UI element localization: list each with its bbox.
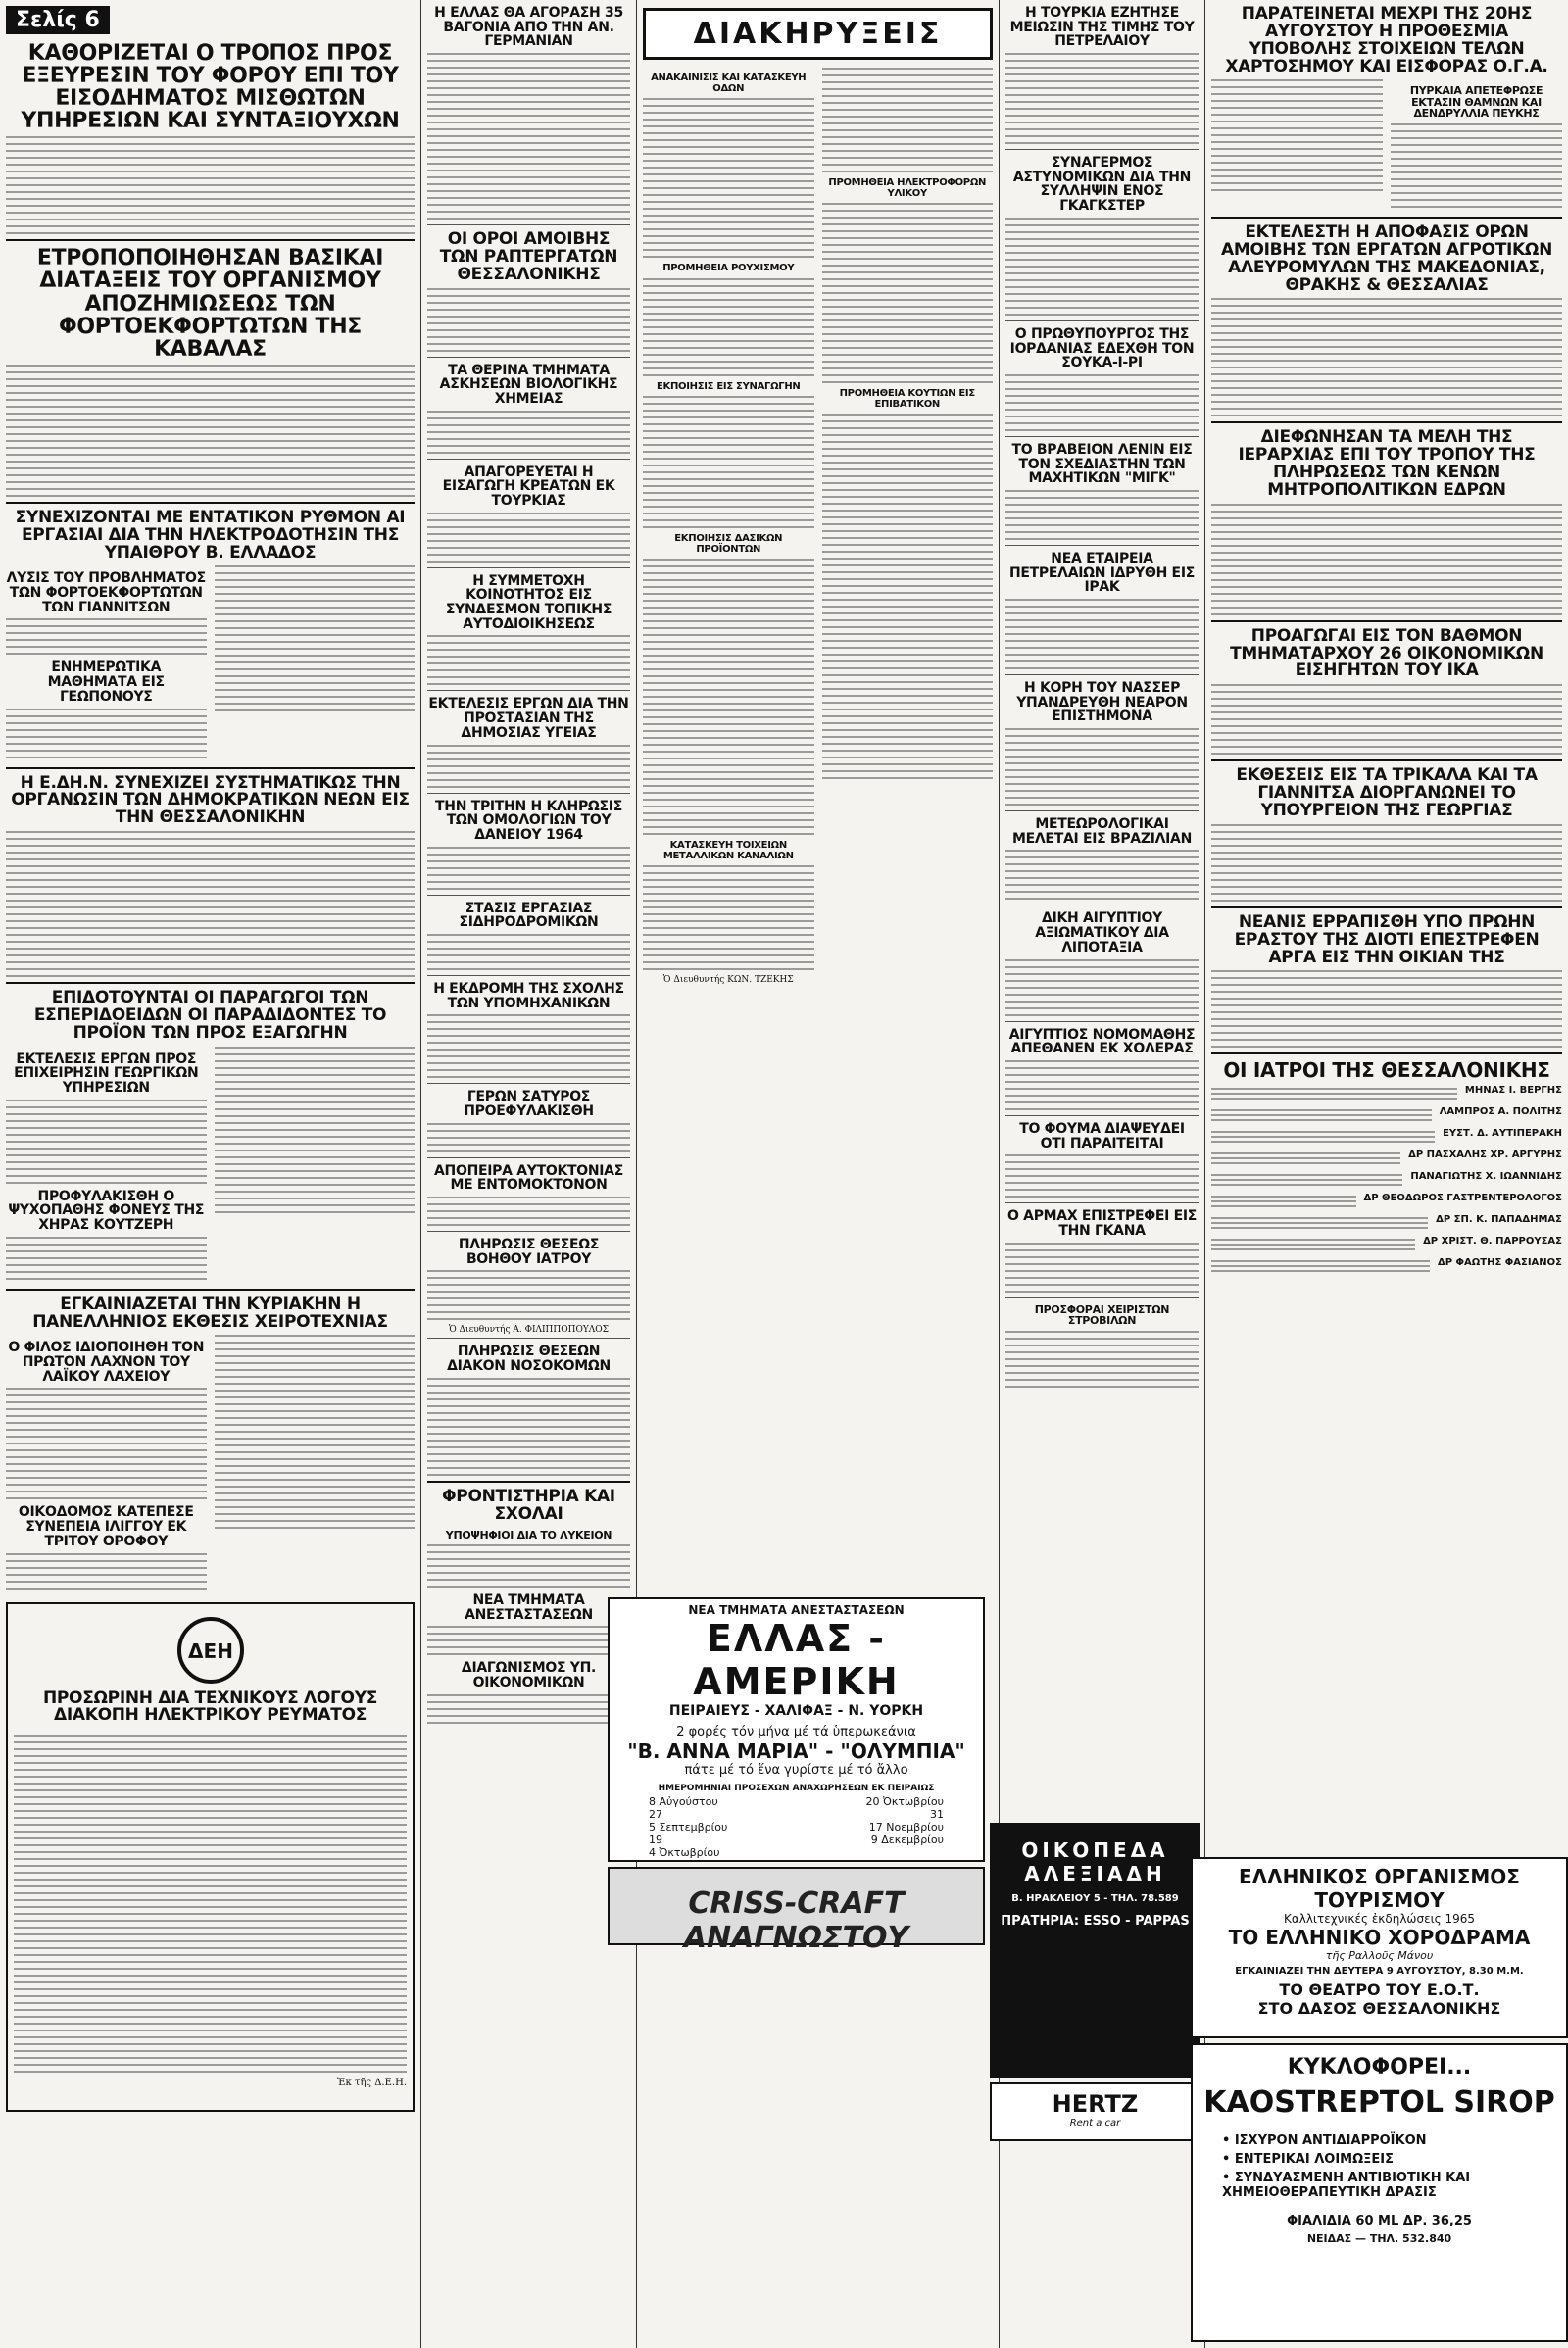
doctor-text-lines: [1211, 1150, 1400, 1167]
doctor-entry: [1211, 1085, 1562, 1102]
notice-title: ΕΚΠΟΙΗΣΙΣ ΔΑΣΙΚΩΝ ΠΡΟΪΟΝΤΩΝ: [674, 533, 783, 555]
headline-builder-fell: ΟΙΚΟΔΟΜΟΣ ΚΑΤΕΠΕΣΕ ΣΥΝΕΠΕΙΑ ΙΛΙΓΓΟΥ ΕΚ ΤΡΙΤΟΥ ΟΡΟΦΟΥ: [18, 1504, 194, 1549]
eot-place1: ΤΟ ΘΕΑΤΡΟ ΤΟΥ Ε.Ο.Τ.: [1279, 1981, 1480, 1999]
doctor-text-lines: [1211, 1128, 1435, 1146]
doctor-name: ΔΡ ΠΑΣΧΑΛΗΣ ΧΡ. ΑΡΓΥΡΗΣ: [1408, 1150, 1562, 1161]
ad-date: 8 Αὐγούστου: [649, 1795, 718, 1808]
headline-mill-workers: ΕΚΤΕΛΕΣΤΗ Η ΑΠΟΦΑΣΙΣ ΟΡΩΝ ΑΜΟΙΒΗΣ ΤΩΝ ΕΡΓΑΤΩΝ ΑΓΡΟΤΙΚΩΝ ΑΛΕΥΡΟΜΥΛΩΝ ΤΗΣ ΜΑΚΕΔΟΝΙΑΣ, ΘΡΑΚΗΣ & ΘΕΣΣΑΛΙΑΣ: [1221, 222, 1552, 295]
headline-fouma: ΤΟ ΦΟΥΜΑ ΔΙΑΨΕΥΔΕΙ ΟΤΙ ΠΑΡΑΙΤΕΙΤΑΙ: [1019, 1120, 1185, 1151]
eot-line: ΕΓΚΑΙΝΙΑΖΕΙ ΤΗΝ ΔΕΥΤΕΡΑ 9 ΑΥΓΟΥΣΤΟΥ, 8.30 Μ.Μ.: [1235, 1966, 1524, 1977]
ad-label-top: ΝΕΑ ΤΜΗΜΑΤΑ ΑΝΕΣΤΑΣΤΑΣΕΩΝ: [688, 1603, 905, 1617]
headline-egypt-officer: ΔΙΚΗ ΑΙΓΥΠΤΙΟΥ ΑΞΙΩΜΑΤΙΚΟΥ ΔΙΑ ΛΙΠΟΤΑΞΙΑ: [1035, 910, 1169, 955]
page-number-badge: Σελίς 6: [6, 6, 110, 34]
doctor-name: ΔΡ ΘΕΟΔΩΡΟΣ ΓΑΣΤΡΕΝΤΕΡΟΛΟΓΟΣ: [1363, 1193, 1562, 1204]
notice-title: ΚΑΤΑΣΚΕΥΗ ΤΟΙΧΕΙΩΝ ΜΕΤΑΛΛΙΚΩΝ ΚΑΝΑΛΙΩΝ: [662, 840, 794, 861]
hertz-sub: Rent a car: [1069, 2118, 1121, 2128]
headline-kavala-porters: ΕΤΡΟΠΟΠΟΙΗΘΗΣΑΝ ΒΑΣΙΚΑΙ ΔΙΑΤΑΞΕΙΣ ΤΟΥ ΟΡΓΑΝΙΣΜΟΥ ΑΠΟΖΗΜΙΩΣΕΩΣ ΤΩΝ ΦΟΡΤΟΕΚΦΟΡΤΩΤΩΝ ΤΗΣ ΚΑΒΑΛΑΣ: [36, 246, 384, 362]
column-2: [421, 0, 637, 2348]
doctor-name: ΔΡ ΧΡΙΣΤ. Θ. ΠΑΡΡΟΥΣΑΣ: [1423, 1236, 1562, 1247]
ad-date: 27: [649, 1808, 662, 1821]
headline-ika-promotions: ΠΡΟΑΓΩΓΑΙ ΕΙΣ ΤΟΝ ΒΑΘΜΟΝ ΤΜΗΜΑΤΑΡΧΟΥ 26 ΟΙΚΟΝΟΜΙΚΩΝ ΕΙΣΗΓΗΤΩΝ ΤΟΥ ΙΚΑ: [1230, 625, 1544, 681]
eot-place2: ΣΤΟ ΔΑΣΟΣ ΘΕΣΣΑΛΟΝΙΚΗΣ: [1257, 1999, 1501, 2018]
hertz-title: HERTZ: [1052, 2090, 1139, 2118]
ad-date: 19: [649, 1834, 662, 1846]
headline-iraq-oil: ΝΕΑ ΕΤΑΙΡΕΙΑ ΠΕΤΡΕΛΑΙΩΝ ΙΔΡΥΘΗ ΕΙΣ ΙΡΑΚ: [1009, 550, 1195, 596]
headline-cholera: ΑΙΓΥΠΤΙΟΣ ΝΟΜΟΜΑΘΗΣ ΑΠΕΘΑΝΕΝ ΕΚ ΧΟΛΕΡΑΣ: [1008, 1026, 1196, 1057]
doctor-name: ΔΡ ΦΑΩΤΗΣ ΦΑΣΙΑΝΟΣ: [1437, 1257, 1562, 1269]
signature: Ὁ Διευθυντής Α. ΦΙΛΙΠΠΟΠΟΥΛΟΣ: [448, 1325, 610, 1336]
ad-date: 5 Σεπτεμβρίου: [649, 1821, 728, 1834]
doctor-text-lines: [1211, 1171, 1402, 1189]
headline-hierarchy: ΔΙΕΦΩΝΗΣΑΝ ΤΑ ΜΕΛΗ ΤΗΣ ΙΕΡΑΡΧΙΑΣ ΕΠΙ ΤΟΥ ΤΡΟΠΟΥ ΤΗΣ ΠΛΗΡΩΣΕΩΣ ΤΩΝ ΚΕΝΩΝ ΜΗΤΡΟΠΟΛΙΤΙΚΩΝ ΕΔΡΩΝ: [1238, 427, 1536, 500]
ad-date: 31: [930, 1808, 944, 1821]
eot-title: ΕΛΛΗΝΙΚΟΣ ΟΡΓΑΝΙΣΜΟΣ ΤΟΥΡΙΣΜΟΥ: [1239, 1865, 1520, 1912]
column-1: [0, 0, 421, 2348]
doctor-text-lines: [1211, 1085, 1457, 1102]
ad-date-row: [649, 1846, 944, 1859]
ad-dates-title: ΗΜΕΡΟΜΗΝΙΑΙ ΠΡΟΣΕΧΩΝ ΑΝΑΧΩΡΗΣΕΩΝ ΕΚ ΠΕΙΡΑΙΩΣ: [658, 1784, 935, 1793]
headline-meat-ban: ΑΠΑΓΟΡΕΥΕΤΑΙ Η ΕΙΣΑΓΩΓΗ ΚΡΕΑΤΩΝ ΕΚ ΤΟΥΡΚΙΑΣ: [442, 464, 615, 510]
ad-date: 9 Δεκεμβρίου: [870, 1834, 944, 1846]
svg-text:ΔΕΗ: ΔΕΗ: [187, 1639, 233, 1663]
notice-title: ΠΡΟΜΗΘΕΙΑ ΚΟΥΤΙΩΝ ΕΙΣ ΕΠΙΒΑΤΙΚΟΝ: [839, 388, 975, 410]
headline-gangster: ΣΥΝΑΓΕΡΜΟΣ ΑΣΤΥΝΟΜΙΚΩΝ ΔΙΑ ΤΗΝ ΣΥΛΛΗΨΙΝ ΕΝΟΣ ΓΚΑΓΚΣΤΕΡ: [1012, 155, 1192, 215]
kaostreptol-item: • ΣΥΝΔΥΑΣΜΕΝΗ ΑΝΤΙΒΙΟΤΙΚΗ ΚΑΙ ΧΗΜΕΙΟΘΕΡΑΠΕΥΤΙΚΗ ΔΡΑΣΙΣ: [1222, 2171, 1471, 2200]
headline-tutoring: ΦΡΟΝΤΙΣΤΗΡΙΑ ΚΑΙ ΣΧΟΛΑΙ: [442, 1486, 615, 1524]
dei-notice-ad: [6, 1602, 415, 2112]
hertz-ad: [990, 2082, 1200, 2141]
headline-tailors: ΟΙ ΟΡΟΙ ΑΜΟΙΒΗΣ ΤΩΝ ΡΑΠΤΕΡΓΑΤΩΝ ΘΕΣΣΑΛΟΝΙΚΗΣ: [439, 229, 618, 284]
ad-date-row: [649, 1834, 944, 1846]
oikopeda-esso: ΠΡΑΤΗΡΙΑ: ESSO - PAPPAS: [1001, 1914, 1190, 1929]
ad-date-row: [649, 1808, 944, 1821]
column-3: [637, 0, 1000, 2348]
kaostreptol-price: ΦΙΑΛΙΔΙΑ 60 ML ΔΡ. 36,25: [1287, 2214, 1472, 2228]
kaostreptol-item: • ΙΣΧΥΡΟΝ ΑΝΤΙΔΙΑΡΡΟΪΚΟΝ: [1222, 2133, 1427, 2148]
ad-date: 20 Ὀκτωβρίου: [865, 1795, 944, 1808]
kaostreptol-item: • ΕΝΤΕΡΙΚΑΙ ΛΟΙΜΩΞΕΙΣ: [1222, 2152, 1394, 2167]
headline-bond-draw: ΤΗΝ ΤΡΙΤΗΝ Η ΚΛΗΡΩΣΙΣ ΤΩΝ ΟΜΟΛΟΓΙΩΝ ΤΟΥ ΔΑΝΕΙΟΥ 1964: [435, 798, 622, 843]
kaostreptol-ad: [1191, 2043, 1568, 2342]
ad-date-row: [649, 1821, 944, 1834]
criss-craft-title: CRISS-CRAFT ΑΝΑΓΝΩΣΤΟΥ: [683, 1886, 909, 1955]
kaostreptol-name: KAOSTREPTOL SIROP: [1203, 2085, 1555, 2120]
ad-tagline: πάτε μέ τό ἕνα γυρίστε μέ τό ἄλλο: [684, 1763, 908, 1778]
doctor-text-lines: [1211, 1257, 1430, 1275]
doctor-entry: [1211, 1171, 1562, 1189]
doctor-name: ΠΑΝΑΓΙΩΤΗΣ Χ. ΙΩΑΝΝΙΔΗΣ: [1410, 1171, 1562, 1183]
headline-community: Η ΣΥΜΜΕΤΟΧΗ ΚΟΙΝΟΤΗΤΟΣ ΕΙΣ ΣΥΝΔΕΣΜΟΝ ΤΟΠΙΚΗΣ ΑΥΤΟΔΙΟΙΚΗΣΕΩΣ: [445, 572, 612, 632]
doctor-name: ΔΡ ΣΠ. Κ. ΠΑΠΑΔΗΜΑΣ: [1436, 1214, 1562, 1226]
headline-giannitsa-porters: ΛΥΣΙΣ ΤΟΥ ΠΡΟΒΛΗΜΑΤΟΣ ΤΩΝ ΦΟΡΤΟΕΚΦΟΡΤΩΤΩΝ ΤΩΝ ΓΙΑΝΝΙΤΣΩΝ: [6, 570, 206, 615]
headline-turbine: ΠΡΟΣΦΟΡΑΙ ΧΕΙΡΙΣΤΩΝ ΣΤΡΟΒΙΛΩΝ: [1034, 1302, 1170, 1328]
headline-biochem: ΤΑ ΘΕΡΙΝΑ ΤΜΗΜΑΤΑ ΑΣΚΗΣΕΩΝ ΒΙΟΛΟΓΙΚΗΣ ΧΗΜΕΙΑΣ: [439, 362, 618, 407]
criss-craft-ad: [608, 1867, 985, 1955]
doctor-text-lines: [1211, 1193, 1356, 1210]
eot-main: ΤΟ ΕΛΛΗΝΙΚΟ ΧΟΡΟΔΡΑΜΑ: [1228, 1926, 1531, 1949]
article-text: [6, 365, 415, 497]
headline-satyr: ΓΕΡΩΝ ΣΑΤΥΡΟΣ ΠΡΟΕΦΥΛΑΚΙΣΘΗ: [464, 1089, 594, 1120]
headline-rail-strike: ΣΤΑΣΙΣ ΕΡΓΑΣΙΑΣ ΣΙΔΗΡΟΔΡΟΜΙΚΩΝ: [459, 900, 599, 931]
article-text: [6, 136, 415, 234]
doctor-name: ΕΥΣΤ. Δ. ΑΥΤΙΠΕΡΑΚΗ: [1443, 1128, 1562, 1140]
headline-nasser-daughter: Η ΚΟΡΗ ΤΟΥ ΝΑΣΣΕΡ ΥΠΑΝΔΡΕΥΘΗ ΝΕΑΡΟΝ ΕΠΙΣΤΗΜΟΝΑ: [1016, 680, 1188, 725]
ad-dates: [610, 1793, 983, 1861]
oikopeda-title: ΟΙΚΟΠΕΔΑ ΑΛΕΞΙΑΔΗ: [1021, 1838, 1169, 1885]
eot-sub: Καλλιτεχνικές ἐκδηλώσεις 1965: [1283, 1912, 1476, 1926]
doctor-text-lines: [1211, 1214, 1428, 1232]
headline-killer-detained: ΠΡΟΦΥΛΑΚΙΣΘΗ Ο ΨΥΧΟΠΑΘΗΣ ΦΟΝΕΥΣ ΤΗΣ ΧΗΡΑΣ ΚΟΥΤΖΕΡΗ: [8, 1188, 205, 1233]
headline-tender: ΔΙΑΓΩΝΙΣΜΟΣ ΥΠ. ΟΙΚΟΝΟΜΙΚΩΝ: [461, 1660, 597, 1691]
notice-title: ΠΡΟΜΗΘΕΙΑ ΗΛΕΚΤΡΟΦΟΡΩΝ ΥΛΙΚΟΥ: [828, 177, 987, 199]
headline-suicide-attempt: ΑΠΟΠΕΙΡΑ ΑΥΤΟΚΤΟΝΙΑΣ ΜΕ ΕΝΤΟΜΟΚΤΟΝΟΝ: [434, 1162, 623, 1194]
ad-route: ΠΕΙΡΑΙΕΥΣ - ΧΑΛΙΦΑΞ - Ν. ΥΟΡΚΗ: [668, 1703, 924, 1719]
oikopeda-address: Β. ΗΡΑΚΛΕΙΟΥ 5 - ΤΗΛ. 78.589: [1011, 1893, 1179, 1904]
headline-lenin-prize: ΤΟ ΒΡΑΒΕΙΟΝ ΛΕΝΙΝ ΕΙΣ ΤΟΝ ΣΧΕΔΙΑΣΤΗΝ ΤΩΝ ΜΑΧΗΤΙΚΩΝ "ΜΙΓΚ": [1011, 441, 1193, 487]
headline-trikala-exhibitions: ΕΚΘΕΣΕΙΣ ΕΙΣ ΤΑ ΤΡΙΚΑΛΑ ΚΑΙ ΤΑ ΓΙΑΝΝΙΤΣΑ ΔΙΟΡΓΑΝΩΝΕΙ ΤΟ ΥΠΟΥΡΓΕΙΟΝ ΤΗΣ ΓΕΩΡΓΙΑΣ: [1236, 765, 1538, 820]
headline-armah: Ο ΑΡΜΑΧ ΕΠΙΣΤΡΕΦΕΙ ΕΙΣ ΤΗΝ ΓΚΑΝΑ: [1006, 1208, 1198, 1239]
doctor-entry: [1211, 1106, 1562, 1124]
headline-electrification: ΣΥΝΕΧΙΖΟΝΤΑΙ ΜΕ ΕΝΤΑΤΙΚΟΝ ΡΥΘΜΟΝ ΑΙ ΕΡΓΑΣΙΑΙ ΔΙΑ ΤΗΝ ΗΛΕΚΤΡΟΔΟΤΗΣΙΝ ΤΗΣ ΥΠΑΙΘΡΟΥ Β. ΕΛΛΑΔΟΣ: [15, 507, 406, 563]
headline-new-classes: ΝΕΑ ΤΜΗΜΑΤΑ ΑΝΕΣΤΑΣΤΑΣΕΩΝ: [465, 1592, 593, 1623]
declarations-banner: ΔΙΑΚΗΡΥΞΕΙΣ: [643, 8, 993, 60]
doctor-entry: [1211, 1257, 1562, 1275]
headline-doctor-post: ΠΛΗΡΩΣΙΣ ΘΕΣΕΩΣ ΒΟΗΘΟΥ ΙΑΤΡΟΥ: [458, 1237, 600, 1267]
eot-ad: [1191, 1857, 1568, 2038]
kaostreptol-top: ΚΥΚΛΟΦΟΡΕΙ...: [1287, 2055, 1472, 2079]
doctors-title: ΟΙ ΙΑΤΡΟΙ ΤΗΣ ΘΕΣΣΑΛΟΝΙΚΗΣ: [1223, 1058, 1550, 1083]
headline-nurse-posts: ΠΛΗΡΩΣΙΣ ΘΕΣΕΩΝ ΔΙΑΚΟΝ ΝΟΣΟΚΟΜΩΝ: [447, 1344, 611, 1375]
headline-agri-works: ΕΚΤΕΛΕΣΙΣ ΕΡΓΩΝ ΠΡΟΣ ΕΠΙΧΕΙΡΗΣΙΝ ΓΕΩΡΓΙΚΩΝ ΥΠΗΡΕΣΙΩΝ: [14, 1051, 199, 1096]
headline-deadline: ΠΑΡΑΤΕΙΝΕΤΑΙ ΜΕΧΡΙ ΤΗΣ 20ΗΣ ΑΥΓΟΥΣΤΟΥ Η ΠΡΟΘΕΣΜΙΑ ΥΠΟΒΟΛΗΣ ΣΤΟΙΧΕΙΩΝ ΤΕΛΩΝ ΧΑΡΤΟΣΗΜΟΥ ΚΑΙ ΕΙΣΦΟΡΑΣ Ο.Γ.Α.: [1225, 4, 1548, 76]
doctor-text-lines: [1211, 1106, 1432, 1124]
doctor-name: ΜΗΝΑΣ Ι. ΒΕΡΓΗΣ: [1464, 1085, 1562, 1097]
ad-title: ΕΛΛΑΣ - ΑΜΕΡΙΚΗ: [693, 1617, 900, 1703]
headline-turkey-oil: Η ΤΟΥΡΚΙΑ ΕΖΗΤΗΣΕ ΜΕΙΩΣΙΝ ΤΗΣ ΤΙΜΗΣ ΤΟΥ ΠΕΤΡΕΛΑΙΟΥ: [1009, 5, 1195, 50]
headline-handicraft-exhibition: ΕΓΚΑΙΝΙΑΖΕΤΑΙ ΤΗΝ ΚΥΡΙΑΚΗΝ Η ΠΑΝΕΛΛΗΝΙΟΣ ΕΚΘΕΣΙΣ ΧΕΙΡΟΤΕΧΝΙΑΣ: [32, 1294, 388, 1332]
ad-date: 4 Ὀκτωβρίου: [649, 1846, 720, 1859]
headline-tax: ΚΑΘΟΡΙΖΕΤΑΙ Ο ΤΡΟΠΟΣ ΠΡΟΣ ΕΞΕΥΡΕΣΙΝ ΤΟΥ ΦΟΡΟΥ ΕΠΙ ΤΟΥ ΕΙΣΟΔΗΜΑΤΟΣ ΜΙΣΘΩΤΩΝ ΥΠΗΡΕΣΙΩΝ ΚΑΙ ΣΥΝΤΑΞΙΟΥΧΩΝ: [21, 41, 400, 134]
doctors-list: [1211, 1085, 1562, 1275]
headline-jordan-pm: Ο ΠΡΩΘΥΠΟΥΡΓΟΣ ΤΗΣ ΙΟΡΔΑΝΙΑΣ ΕΔΕΧΘΗ ΤΟΝ ΣΟΥΚΑ-Ι-ΡΙ: [1009, 325, 1195, 371]
doctor-entry: [1211, 1236, 1562, 1253]
dei-logo-icon: [176, 1616, 245, 1685]
headline-school-trip: Η ΕΚΔΡΟΜΗ ΤΗΣ ΣΧΟΛΗΣ ΤΩΝ ΥΠΟΜΗΧΑΝΙΚΩΝ: [433, 980, 624, 1011]
headline-agronomist-courses: ΕΝΗΜΕΡΩΤΙΚΑ ΜΑΘΗΜΑΤΑ ΕΙΣ ΓΕΩΠΟΝΟΥΣ: [47, 660, 165, 705]
shipping-ad: [608, 1597, 985, 1862]
doctor-text-lines: [1211, 1236, 1415, 1253]
headline-lyceum: ΥΠΟΨΗΦΙΟΙ ΔΙΑ ΤΟ ΛΥΚΕΙΟΝ: [445, 1528, 612, 1541]
doctor-name: ΛΑΜΠΡΟΣ Α. ΠΟΛΙΤΗΣ: [1439, 1106, 1562, 1118]
kaostreptol-contact: ΝΕΙΔΑΣ — ΤΗΛ. 532.840: [1306, 2232, 1452, 2245]
headline-citrus-subsidy: ΕΠΙΔΟΤΟΥΝΤΑΙ ΟΙ ΠΑΡΑΓΩΓΟΙ ΤΩΝ ΕΣΠΕΡΙΔΟΕΙΔΩΝ ΟΙ ΠΑΡΑΔΙΔΟΝΤΕΣ ΤΟ ΠΡΟΪΟΝ ΤΩΝ ΠΡΟΣ ΕΞΑΓΩΓΗΝ: [33, 988, 387, 1043]
notice-title: ΠΡΟΜΗΘΕΙΑ ΡΟΥΧΙΣΜΟΥ: [662, 263, 795, 273]
headline-fire: ΠΥΡΚΑΙΑ ΑΠΕΤΕΦΡΩΣΕ ΕΚΤΑΣΙΝ ΘΑΜΝΩΝ ΚΑΙ ΔΕΝΔΡΥΛΛΙΑ ΠΕΥΚΗΣ: [1409, 84, 1544, 121]
signature: Ὁ Διευθυντής ΚΩΝ. ΤΖΕΚΗΣ: [662, 975, 794, 985]
doctor-entry: [1211, 1214, 1562, 1232]
headline-wagons: Η ΕΛΛΑΣ ΘΑ ΑΓΟΡΑΣΗ 35 ΒΑΓΟΝΙΑ ΑΠΟ ΤΗΝ ΑΝ. ΓΕΡΜΑΝΙΑΝ: [434, 5, 623, 50]
notice-title: ΕΚΠΟΙΗΣΙΣ ΕΙΣ ΣΥΝΑΓΩΓΗΝ: [656, 380, 801, 392]
doctor-entry: [1211, 1128, 1562, 1146]
ad-frequency: 2 φορές τόν μήνα μέ τά ὑπερωκεάνια: [676, 1725, 916, 1739]
eot-of: τῆς Ραλλοῦς Μάνου: [1325, 1949, 1434, 1962]
headline-slapped: ΝΕΑΝΙΣ ΕΡΡΑΠΙΣΘΗ ΥΠΟ ΠΡΩΗΝ ΕΡΑΣΤΟΥ ΤΗΣ ΔΙΟΤΙ ΕΠΕΣΤΡΕΦΕΝ ΑΡΓΑ ΕΙΣ ΤΗΝ ΟΙΚΙΑΝ ΤΗΣ: [1234, 911, 1540, 967]
headline-public-health: ΕΚΤΕΛΕΣΙΣ ΕΡΓΩΝ ΔΙΑ ΤΗΝ ΠΡΟΣΤΑΣΙΑΝ ΤΗΣ ΔΗΜΟΣΙΑΣ ΥΓΕΙΑΣ: [428, 696, 629, 741]
notice-title: ΑΝΑΚΑΙΝΙΣΙΣ ΚΑΙ ΚΑΤΑΣΚΕΥΗ ΟΔΩΝ: [651, 73, 807, 94]
ad-date-row: [649, 1795, 944, 1808]
dei-notice-title: ΠΡΟΣΩΡΙΝΗ ΔΙΑ ΤΕΧΝΙΚΟΥΣ ΛΟΓΟΥΣ ΔΙΑΚΟΠΗ ΗΛΕΚΤΡΙΚΟΥ ΡΕΥΜΑΤΟΣ: [42, 1688, 378, 1726]
dei-sign: Ἐκ τῆς Δ.Ε.Η.: [336, 2078, 407, 2089]
doctor-entry: [1211, 1150, 1562, 1167]
ad-ships: "Β. ΑΝΝΑ ΜΑΡΙΑ" - "ΟΛΥΜΠΙΑ": [627, 1739, 965, 1763]
headline-edin-youth: Η Ε.ΔΗ.Ν. ΣΥΝΕΧΙΖΕΙ ΣΥΣΤΗΜΑΤΙΚΩΣ ΤΗΝ ΟΡΓΑΝΩΣΙΝ ΤΩΝ ΔΗΜΟΚΡΑΤΙΚΩΝ ΝΕΩΝ ΕΙΣ ΤΗΝ ΘΕΣΣΑΛΟΝΙΚΗΝ: [11, 772, 410, 828]
ad-date: 17 Νοεμβρίου: [868, 1821, 944, 1834]
oikopeda-ad: [990, 1823, 1200, 2078]
kaostreptol-items: [1222, 2133, 1537, 2200]
headline-lottery-theft: Ο ΦΙΛΟΣ ΙΔΙΟΠΟΙΗΘΗ ΤΟΝ ΠΡΩΤΟΝ ΛΑΧΝΟΝ ΤΟΥ ΛΑΪΚΟΥ ΛΑΧΕΙΟΥ: [8, 1340, 205, 1385]
headline-brazil-met: ΜΕΤΕΩΡΟΛΟΓΙΚΑΙ ΜΕΛΕΤΑΙ ΕΙΣ ΒΡΑΖΙΛΙΑΝ: [1012, 816, 1192, 847]
doctor-entry: [1211, 1193, 1562, 1210]
